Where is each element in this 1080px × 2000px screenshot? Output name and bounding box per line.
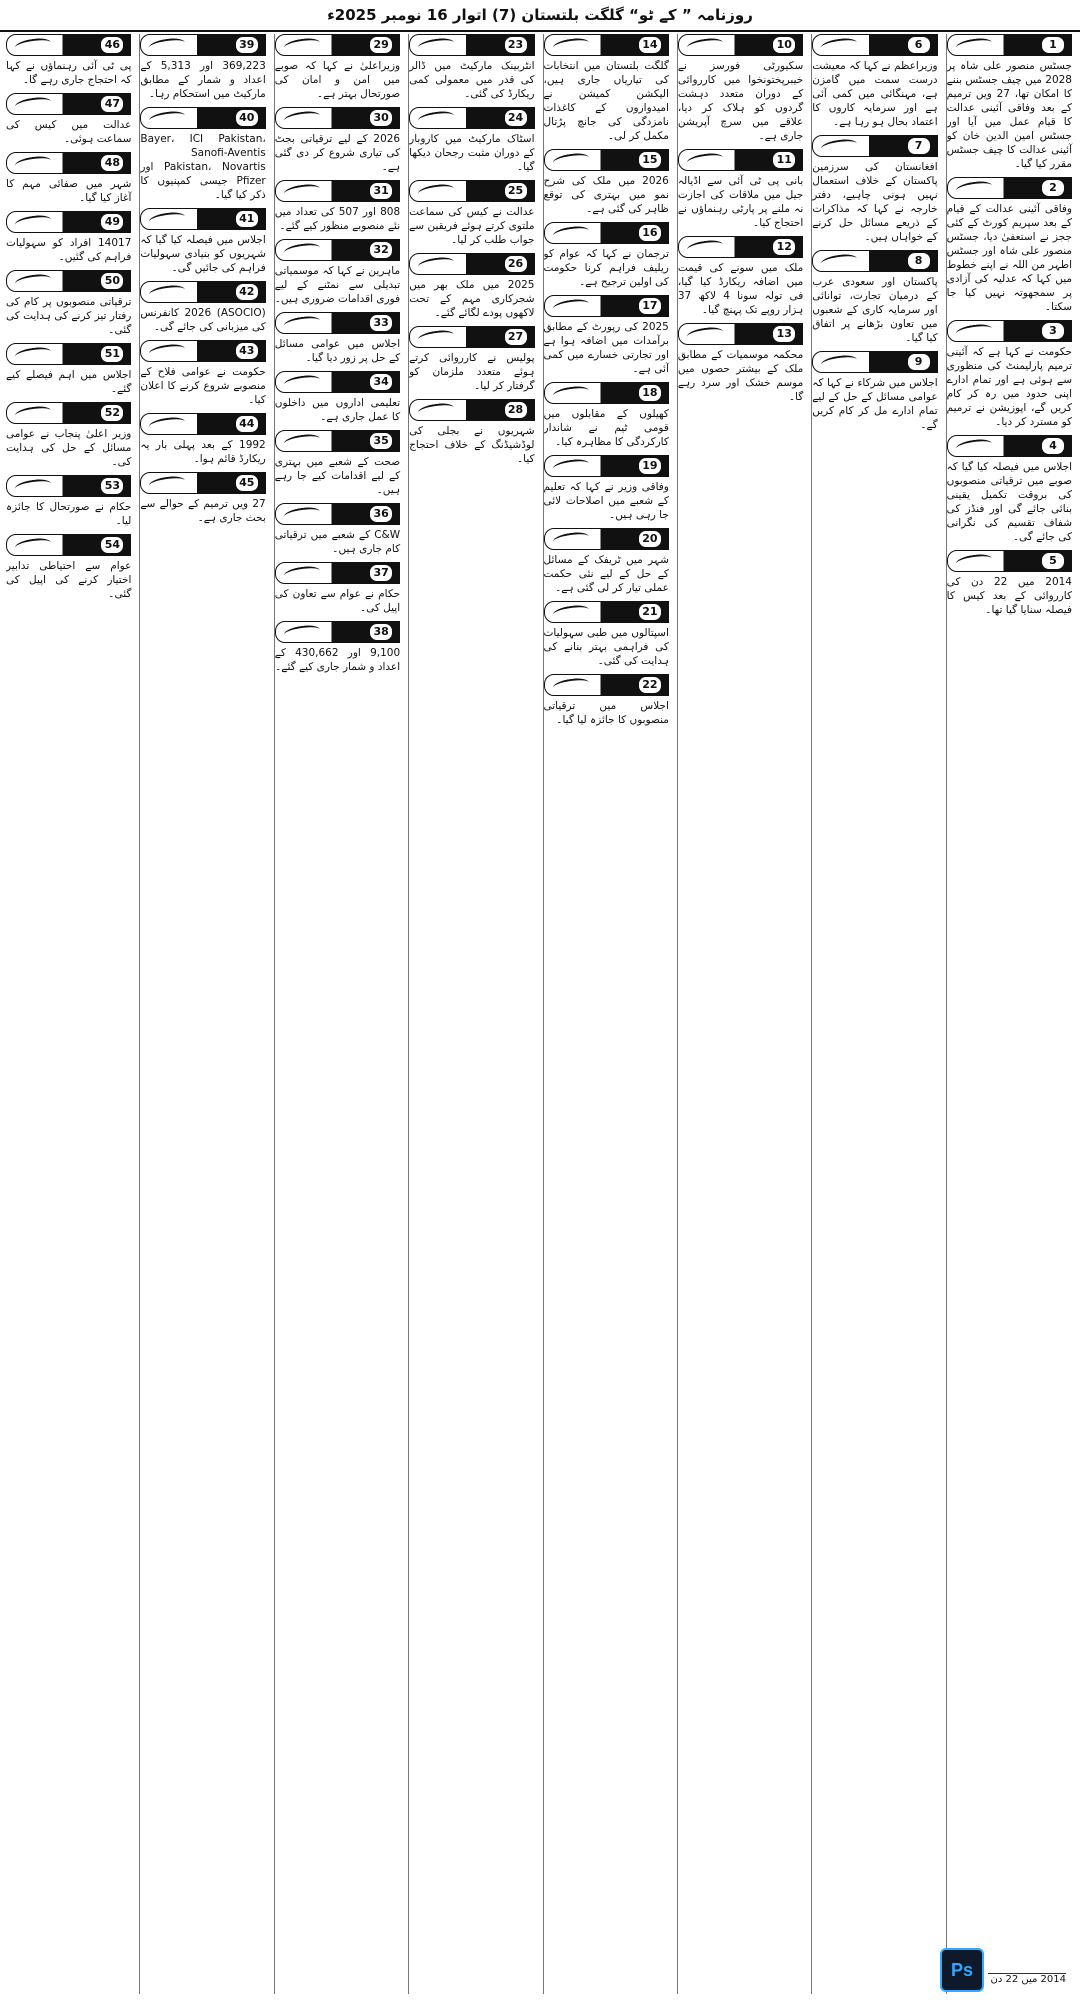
article	[275, 180, 402, 233]
article-number-badge: 53	[100, 477, 124, 495]
banner-word: بقیہ	[550, 37, 578, 52]
continued-banner	[544, 674, 669, 696]
banner-word: بقیہ	[13, 155, 41, 170]
article-body: اجلاس میں فیصلہ کیا گیا کہ صوبے میں ترقیاتی منصوبوں کی بروقت تکمیل یقینی بنائی جائے گی اور فنڈز کی شفاف تقسیم کی نگرانی کی جائے گی۔	[946, 461, 1072, 543]
continued-banner	[409, 326, 534, 348]
banner-word: بقیہ	[953, 553, 981, 568]
continued-banner	[544, 455, 669, 477]
continued-banner	[544, 528, 669, 550]
article	[140, 413, 267, 466]
article-body: حکام نے صورتحال کا جائزہ لیا۔	[6, 501, 132, 527]
article	[544, 528, 671, 595]
banner-word: بقیہ	[281, 506, 309, 521]
banner-word: بقیہ	[953, 438, 981, 453]
banner-word: بقیہ	[13, 405, 41, 420]
article-body: وزیر اعلیٰ پنجاب نے عوامی مسائل کے حل کی ہدایت کی۔	[6, 428, 132, 468]
continued-banner	[678, 323, 803, 345]
column-5	[408, 34, 536, 1994]
banner-word: بقیہ	[684, 37, 713, 52]
banner-word: بقیہ	[13, 273, 41, 288]
column-6	[274, 34, 402, 1994]
article-number-badge: 54	[100, 536, 124, 554]
article	[678, 323, 805, 404]
article	[409, 399, 536, 466]
banner-word: بقیہ	[281, 433, 309, 448]
article-body: افغانستان کی سرزمین پاکستان کے خلاف استعمال نہیں ہونی چاہیے، دفتر خارجہ نے کہا کہ مذاکرات کے ذریعے مسائل حل کرنے کے خواہاں ہیں۔	[812, 161, 938, 243]
article	[6, 402, 133, 469]
article-number-badge: 21	[638, 603, 662, 621]
article-body: 2025 میں ملک بھر میں شجرکاری مہم کے تحت لاکھوں پودے لگائے گئے۔	[409, 279, 535, 319]
article-number-badge: 31	[369, 182, 393, 200]
article-body: ترقیاتی منصوبوں پر کام کی رفتار تیز کرنے کی ہدایت کی گئی۔	[6, 296, 132, 336]
article-number-badge: 42	[235, 283, 259, 301]
article-body: اجلاس میں اہم فیصلے کیے گئے۔	[6, 369, 132, 395]
article-number-badge: 19	[638, 457, 662, 475]
continued-banner	[409, 107, 534, 129]
continued-banner	[544, 149, 669, 171]
article-number-badge: 28	[504, 401, 528, 419]
article-body: وزیراعظم نے کہا کہ معیشت درست سمت میں گامزن ہے، مہنگائی میں کمی آئی ہے اور سرمایہ کاروں کا اعتماد بحال ہو رہا ہے۔	[812, 60, 938, 128]
banner-word: بقیہ	[416, 329, 444, 344]
article-body: 2014 میں 22 دن کی کارروائی کے بعد کیس کا فیصلہ سنایا گیا تھا۔	[946, 576, 1072, 616]
article-body: محکمہ موسمیات کے مطابق ملک کے بیشتر حصوں میں موسم خشک اور سرد رہے گا۔	[677, 349, 804, 403]
article-number-badge: 11	[772, 151, 796, 169]
banner-word: بقیہ	[684, 326, 713, 341]
article-number-badge: 2	[1041, 179, 1065, 197]
article-body: بانی پی ٹی آئی سے اڈیالہ جیل میں ملاقات کی اجازت نہ ملنے پر پارٹی رہنماؤں نے احتجاج کیا۔	[677, 175, 804, 229]
article-body: عدالت نے کیس کی سماعت ملتوی کرتے ہوئے فریقین سے جواب طلب کر لیا۔	[409, 206, 535, 246]
banner-word: بقیہ	[550, 604, 578, 619]
banner-word: بقیہ	[953, 37, 981, 52]
continued-banner	[6, 343, 131, 365]
article-body: 14017 افراد کو سہولیات فراہم کی گئیں۔	[6, 237, 132, 263]
article	[812, 135, 939, 244]
banner-word: بقیہ	[13, 346, 41, 361]
article-body: اسپتالوں میں طبی سہولیات کی فراہمی بہتر بنانے کی ہدایت کی گئی۔	[543, 627, 669, 667]
article	[947, 550, 1074, 617]
article-number-badge: 24	[504, 109, 528, 127]
article-number-badge: 43	[235, 342, 259, 360]
article	[275, 430, 402, 497]
article	[947, 177, 1074, 314]
article-body: ملک میں سونے کی قیمت میں اضافہ ریکارڈ کیا گیا، فی تولہ سونا 4 لاکھ 37 ہزار روپے تک پہنچ گیا۔	[677, 262, 804, 316]
article-number-badge: 38	[369, 623, 393, 641]
article	[6, 152, 133, 205]
article	[812, 250, 939, 345]
article-body: تعلیمی اداروں میں داخلوں کا عمل جاری ہے۔	[274, 397, 401, 423]
article	[812, 34, 939, 129]
banner-word: بقیہ	[147, 475, 175, 490]
article	[140, 281, 267, 334]
article-body: کھیلوں کے مقابلوں میں قومی ٹیم نے شاندار کارکردگی کا مظاہرہ کیا۔	[543, 408, 669, 448]
article-number-badge: 8	[907, 252, 931, 270]
continued-banner	[140, 34, 265, 56]
banner-word: بقیہ	[819, 138, 847, 153]
article	[678, 236, 805, 317]
article	[6, 343, 133, 396]
banner-word: بقیہ	[13, 96, 41, 111]
banner-word: بقیہ	[281, 183, 309, 198]
article	[409, 34, 536, 101]
banner-word: بقیہ	[416, 183, 444, 198]
article-number-badge: 15	[638, 151, 662, 169]
article-body: پی ٹی آئی رہنماؤں نے کہا کہ احتجاج جاری رہے گا۔	[6, 60, 132, 86]
article-number-badge: 23	[504, 36, 528, 54]
banner-word: بقیہ	[550, 531, 578, 546]
article	[275, 562, 402, 615]
article-number-badge: 26	[504, 255, 528, 273]
article-body: حکومت نے عوامی فلاح کے منصوبے شروع کرنے کا اعلان کیا۔	[140, 366, 266, 406]
column-3	[677, 34, 805, 1994]
article-number-badge: 7	[907, 137, 931, 155]
article	[947, 34, 1074, 171]
continued-banner	[6, 270, 131, 292]
article-number-badge: 49	[100, 213, 124, 231]
banner-word: بقیہ	[281, 565, 309, 580]
article	[544, 34, 671, 143]
columns-container	[6, 34, 1074, 1994]
article-body: شہر میں ٹریفک کے مسائل کے حل کے لیے نئی حکمت عملی تیار کر لی گئی ہے۔	[543, 554, 669, 594]
article	[544, 382, 671, 449]
article	[140, 34, 267, 101]
banner-word: بقیہ	[147, 343, 175, 358]
continued-banner	[409, 253, 534, 275]
continued-banner	[947, 177, 1072, 199]
article-number-badge: 30	[369, 109, 393, 127]
banner-word: بقیہ	[819, 253, 847, 268]
banner-word: بقیہ	[550, 225, 578, 240]
banner-word: بقیہ	[416, 256, 444, 271]
article-number-badge: 27	[504, 328, 528, 346]
article-number-badge: 12	[772, 238, 796, 256]
article-number-badge: 35	[369, 432, 393, 450]
banner-word: بقیہ	[281, 315, 309, 330]
continued-banner	[409, 399, 534, 421]
banner-word: بقیہ	[550, 152, 578, 167]
banner-word: بقیہ	[147, 37, 175, 52]
continued-banner	[275, 430, 400, 452]
article-number-badge: 5	[1041, 552, 1065, 570]
continued-banner	[140, 340, 265, 362]
article-body: 808 اور 507 کی تعداد میں نئے منصوبے منظور کیے گئے۔	[274, 206, 401, 232]
continued-banner	[678, 236, 803, 258]
column-8	[6, 34, 133, 1994]
article-body: گلگت بلتستان میں انتخابات کی تیاریاں جاری ہیں، الیکشن کمیشن نے امیدواروں کے کاغذات نامزدگی کی جانچ پڑتال مکمل کر لی۔	[543, 60, 669, 142]
article	[275, 371, 402, 424]
article	[275, 107, 402, 174]
article	[6, 270, 133, 337]
continued-banner	[812, 250, 937, 272]
continued-banner	[140, 208, 265, 230]
continued-banner	[544, 34, 669, 56]
banner-word: بقیہ	[416, 402, 444, 417]
banner-word: بقیہ	[416, 110, 444, 125]
article	[409, 180, 536, 247]
article-body: وزیراعلیٰ نے کہا کہ صوبے میں امن و امان کی صورتحال بہتر ہے۔	[274, 60, 401, 100]
column-7	[139, 34, 267, 1994]
continued-banner	[544, 382, 669, 404]
continued-banner	[409, 34, 534, 56]
continued-banner	[140, 281, 265, 303]
continued-banner	[140, 107, 265, 129]
continued-banner	[140, 472, 265, 494]
article-number-badge: 20	[638, 530, 662, 548]
banner-word: بقیہ	[953, 323, 981, 338]
article-body: ماہرین نے کہا کہ موسمیاتی تبدیلی سے نمٹنے کے لیے فوری اقدامات ضروری ہیں۔	[274, 265, 401, 305]
article-number-badge: 37	[369, 564, 393, 582]
banner-word: بقیہ	[13, 537, 41, 552]
article-number-badge: 25	[504, 182, 528, 200]
article-body: (ASOCIO) 2026 کانفرنس کی میزبانی کی جائے گی۔	[140, 307, 266, 333]
article-body: 2025 کی رپورٹ کے مطابق برآمدات میں اضافہ ہوا ہے اور تجارتی خسارے میں کمی آئی ہے۔	[543, 321, 669, 375]
article-number-badge: 17	[638, 297, 662, 315]
article-number-badge: 40	[235, 109, 259, 127]
article	[6, 93, 133, 146]
article-body: Bayer، ICI Pakistan، Sanofi-Aventis Pakistan، Novartis اور Pfizer جیسی کمپنیوں کا ذکر کیا گیا۔	[140, 133, 266, 201]
column-1	[946, 34, 1074, 1994]
continued-banner	[812, 351, 937, 373]
article-number-badge: 1	[1041, 36, 1065, 54]
banner-word: بقیہ	[147, 211, 175, 226]
banner-word: بقیہ	[550, 458, 578, 473]
banner-word: بقیہ	[281, 110, 309, 125]
article-number-badge: 9	[907, 353, 931, 371]
continued-banner	[275, 371, 400, 393]
article-number-badge: 50	[100, 272, 124, 290]
footer-text: 2014 میں 22 دن	[988, 1973, 1066, 1994]
article-number-badge: 39	[235, 36, 259, 54]
article-number-badge: 48	[100, 154, 124, 172]
continued-banner	[140, 413, 265, 435]
continued-banner	[678, 149, 803, 171]
continued-banner	[947, 320, 1072, 342]
continued-banner	[678, 34, 803, 56]
banner-word: بقیہ	[147, 110, 175, 125]
banner-word: بقیہ	[281, 624, 309, 639]
article	[6, 34, 133, 87]
article-body: ترجمان نے کہا کہ عوام کو ریلیف فراہم کرنا حکومت کی اولین ترجیح ہے۔	[543, 248, 669, 288]
article-body: 2026 میں ملک کی شرح نمو میں بہتری کی توقع ظاہر کی گئی ہے۔	[543, 175, 669, 215]
article	[544, 295, 671, 376]
article-number-badge: 4	[1041, 437, 1065, 455]
article-body: حکومت نے کہا ہے کہ آئینی ترمیم پارلیمنٹ کی منظوری سے ہوئی ہے اور تمام ادارے اپنی حدود میں رہ کر کام کریں گے، اپوزیشن نے ترمیم کو مسترد کر دیا۔	[946, 346, 1072, 428]
article-body: 2026 کے لیے ترقیاتی بجٹ کی تیاری شروع کر دی گئی ہے۔	[274, 133, 401, 173]
article-body: عدالت میں کیس کی سماعت ہوئی۔	[6, 119, 132, 145]
continued-banner	[275, 34, 400, 56]
article-number-badge: 46	[100, 36, 124, 54]
article	[544, 149, 671, 216]
article-number-badge: 45	[235, 474, 259, 492]
continued-banner	[812, 34, 937, 56]
article-number-badge: 10	[772, 36, 796, 54]
article-body: انٹربینک مارکیٹ میں ڈالر کی قدر میں معمولی کمی ریکارڈ کی گئی۔	[409, 60, 535, 100]
banner-word: بقیہ	[684, 239, 713, 254]
banner-word: بقیہ	[550, 298, 578, 313]
article	[140, 340, 267, 407]
article-number-badge: 14	[638, 36, 662, 54]
banner-word: بقیہ	[550, 385, 578, 400]
banner-word: بقیہ	[13, 37, 41, 52]
photoshop-label: Ps	[950, 1959, 974, 1980]
article-number-badge: 16	[638, 224, 662, 242]
banner-word: بقیہ	[819, 37, 847, 52]
article-body: اسٹاک مارکیٹ میں کاروبار کے دوران مثبت رجحان دیکھا گیا۔	[409, 133, 535, 173]
article-body: 27 ویں ترمیم کے حوالے سے بحث جاری ہے۔	[140, 498, 266, 524]
article-body: اجلاس میں فیصلہ کیا گیا کہ شہریوں کو بنیادی سہولیات فراہم کی جائیں گی۔	[140, 234, 266, 274]
article-body: وفاقی وزیر نے کہا کہ تعلیم کے شعبے میں اصلاحات لائی جا رہی ہیں۔	[543, 481, 669, 521]
article-number-badge: 13	[772, 325, 796, 343]
banner-word: بقیہ	[13, 478, 41, 493]
continued-banner	[6, 402, 131, 424]
article-body: 9,100 اور 430,662 کے اعداد و شمار جاری کیے گئے۔	[274, 647, 401, 673]
banner-word: بقیہ	[147, 416, 175, 431]
article-number-badge: 47	[100, 95, 124, 113]
article	[409, 107, 536, 174]
article-number-badge: 3	[1041, 322, 1065, 340]
article	[409, 253, 536, 320]
article	[678, 149, 805, 230]
banner-word: بقیہ	[281, 374, 309, 389]
article-body: 1992 کے بعد پہلی بار یہ ریکارڈ قائم ہوا۔	[140, 439, 266, 465]
continued-banner	[275, 180, 400, 202]
article	[275, 312, 402, 365]
article	[812, 351, 939, 432]
article-number-badge: 34	[369, 373, 393, 391]
article-body: اجلاس میں عوامی مسائل کے حل پر زور دیا گیا۔	[274, 338, 401, 364]
banner-word: بقیہ	[819, 354, 847, 369]
column-2	[811, 34, 939, 1994]
article	[6, 475, 133, 528]
article-body: شہر میں صفائی مہم کا آغاز کیا گیا۔	[6, 178, 132, 204]
banner-word: بقیہ	[684, 152, 713, 167]
banner-word: بقیہ	[147, 284, 175, 299]
continued-banner	[6, 475, 131, 497]
continued-banner	[275, 503, 400, 525]
continued-banner	[6, 93, 131, 115]
article-body: پولیس نے کارروائی کرتے ہوئے متعدد ملزمان کو گرفتار کر لیا۔	[409, 352, 535, 392]
continued-banner	[6, 211, 131, 233]
article	[275, 503, 402, 556]
article	[678, 34, 805, 143]
article-body: حکام نے عوام سے تعاون کی اپیل کی۔	[274, 588, 401, 614]
article	[544, 674, 671, 727]
continued-banner	[6, 534, 131, 556]
article-number-badge: 29	[369, 36, 393, 54]
article-number-badge: 22	[638, 676, 662, 694]
article-body: صحت کے شعبے میں بہتری کے لیے اقدامات کیے جا رہے ہیں۔	[274, 456, 401, 496]
article	[947, 320, 1074, 429]
article-body: شہریوں نے بجلی کی لوڈشیڈنگ کے خلاف احتجاج کیا۔	[409, 425, 535, 465]
article-number-badge: 52	[100, 404, 124, 422]
article-body: وفاقی آئینی عدالت کے قیام کے بعد سپریم کورٹ کے کئی ججز نے استعفیٰ دیا، جسٹس منصور علی شاہ اور جسٹس اطہر من اللہ نے اپنے خطوط میں کہا کہ عدلیہ کی آزادی پر سمجھوتہ نہیں کیا جا سکتا۔	[946, 203, 1072, 313]
banner-word: بقیہ	[13, 214, 41, 229]
article-number-badge: 51	[100, 345, 124, 363]
article-body: 369,223 اور 5,313 کے اعداد و شمار کے مطابق مارکیٹ میں استحکام رہا۔	[140, 60, 266, 100]
article-body: عوام سے احتیاطی تدابیر اختیار کرنے کی اپیل کی گئی۔	[6, 560, 132, 600]
article-body: جسٹس منصور علی شاہ پر 2028 میں چیف جسٹس بننے کا امکان تھا، 27 ویں ترمیم کے بعد وفاقی آئینی عدالت کا قیام عمل میں آیا اور جسٹس امین الدین خان کو آئینی عدالت کا چیف جسٹس مقرر کیا گیا۔	[946, 60, 1072, 170]
article-number-badge: 32	[369, 241, 393, 259]
article	[275, 239, 402, 306]
article-number-badge: 44	[235, 415, 259, 433]
continued-banner	[275, 239, 400, 261]
article	[275, 621, 402, 674]
continued-banner	[947, 34, 1072, 56]
article-number-badge: 18	[638, 384, 662, 402]
continued-banner	[6, 152, 131, 174]
banner-word: بقیہ	[416, 37, 444, 52]
column-4	[543, 34, 671, 1994]
article-body: پاکستان اور سعودی عرب کے درمیان تجارت، توانائی اور سرمایہ کاری کے شعبوں میں تعاون بڑھانے پر اتفاق کیا گیا۔	[812, 276, 938, 344]
continued-banner	[409, 180, 534, 202]
article-number-badge: 6	[907, 36, 931, 54]
continued-banner	[947, 435, 1072, 457]
article	[544, 222, 671, 289]
continued-banner	[812, 135, 937, 157]
photoshop-icon	[940, 1948, 984, 1992]
continued-banner	[544, 601, 669, 623]
article	[947, 435, 1074, 544]
banner-word: بقیہ	[953, 180, 981, 195]
article-body: C&W کے شعبے میں ترقیاتی کام جاری ہیں۔	[274, 529, 401, 555]
banner-word: بقیہ	[550, 677, 578, 692]
continued-banner	[6, 34, 131, 56]
article	[140, 208, 267, 275]
banner-word: بقیہ	[281, 37, 309, 52]
continued-banner	[544, 295, 669, 317]
continued-banner	[275, 312, 400, 334]
masthead-title: روزنامہ ” کے ٹو“ گلگت بلتستان (7) اتوار 16 نومبر 2025ء	[327, 6, 753, 24]
banner-word: بقیہ	[281, 242, 309, 257]
continued-banner	[275, 562, 400, 584]
article-number-badge: 41	[235, 210, 259, 228]
article-body: سکیورٹی فورسز نے خیبرپختونخوا میں کارروائی کے دوران متعدد دہشت گردوں کو ہلاک کر دیا، علاقے میں سرچ آپریشن جاری ہے۔	[677, 60, 804, 142]
article	[544, 455, 671, 522]
article	[140, 472, 267, 525]
continued-banner	[544, 222, 669, 244]
article	[6, 211, 133, 264]
continued-banner	[275, 621, 400, 643]
article	[6, 534, 133, 601]
article-body: اجلاس میں شرکاء نے کہا کہ عوامی مسائل کے حل کے لیے تمام ادارے مل کر کام کریں گے۔	[812, 377, 938, 431]
article-number-badge: 36	[369, 505, 393, 523]
article	[409, 326, 536, 393]
article	[544, 601, 671, 668]
article-body: اجلاس میں ترقیاتی منصوبوں کا جائزہ لیا گیا۔	[543, 700, 669, 726]
article-number-badge: 33	[369, 314, 393, 332]
continued-banner	[275, 107, 400, 129]
masthead	[0, 0, 1080, 32]
continued-banner	[947, 550, 1072, 572]
article	[275, 34, 402, 101]
article	[140, 107, 267, 202]
